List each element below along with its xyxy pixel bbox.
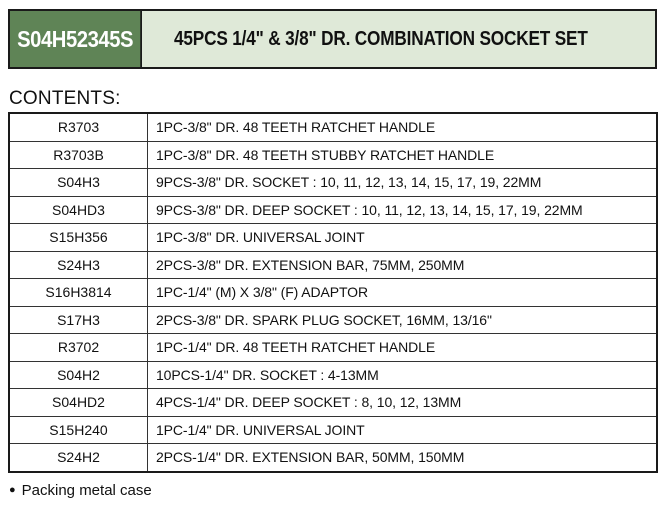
item-description: 2PCS-1/4" DR. EXTENSION BAR, 50MM, 150MM xyxy=(148,444,658,472)
item-code: R3703B xyxy=(9,141,148,169)
table-row xyxy=(9,224,657,252)
packing-note xyxy=(9,482,152,499)
item-code: S15H240 xyxy=(9,416,148,444)
header-banner xyxy=(8,9,657,69)
product-title-text: 45PCS 1/4" & 3/8" DR. COMBINATION SOCKET SET xyxy=(174,27,588,50)
item-code: R3703 xyxy=(9,113,148,141)
table-row xyxy=(9,361,657,389)
bullet-icon: ● xyxy=(9,484,16,496)
item-code: S04H3 xyxy=(9,169,148,197)
item-code: S24H3 xyxy=(9,251,148,279)
item-code: S17H3 xyxy=(9,306,148,334)
item-description: 4PCS-1/4" DR. DEEP SOCKET : 8, 10, 12, 13MM xyxy=(148,389,658,417)
item-code: S04H2 xyxy=(9,361,148,389)
item-description: 2PCS-3/8" DR. EXTENSION BAR, 75MM, 250MM xyxy=(148,251,658,279)
table-row xyxy=(9,334,657,362)
contents-table xyxy=(8,112,658,473)
item-description: 1PC-1/4" DR. UNIVERSAL JOINT xyxy=(148,416,658,444)
item-description: 9PCS-3/8" DR. DEEP SOCKET : 10, 11, 12, 13, 14, 15, 17, 19, 22MM xyxy=(148,196,658,224)
table-row xyxy=(9,251,657,279)
table-row xyxy=(9,279,657,307)
contents-table-body xyxy=(9,113,657,472)
table-row xyxy=(9,196,657,224)
product-code-text: S04H52345S xyxy=(17,25,134,52)
item-description: 9PCS-3/8" DR. SOCKET : 10, 11, 12, 13, 14, 15, 17, 19, 22MM xyxy=(148,169,658,197)
item-code: S24H2 xyxy=(9,444,148,472)
table-row xyxy=(9,141,657,169)
item-description: 1PC-3/8" DR. 48 TEETH RATCHET HANDLE xyxy=(148,113,658,141)
item-code: S04HD2 xyxy=(9,389,148,417)
table-row xyxy=(9,169,657,197)
item-description: 1PC-3/8" DR. UNIVERSAL JOINT xyxy=(148,224,658,252)
table-row xyxy=(9,444,657,472)
item-description: 1PC-1/4" (M) X 3/8" (F) ADAPTOR xyxy=(148,279,658,307)
table-row xyxy=(9,416,657,444)
table-row xyxy=(9,113,657,141)
item-description: 1PC-3/8" DR. 48 TEETH STUBBY RATCHET HANDLE xyxy=(148,141,658,169)
item-code: S15H356 xyxy=(9,224,148,252)
item-code: R3702 xyxy=(9,334,148,362)
item-description: 1PC-1/4" DR. 48 TEETH RATCHET HANDLE xyxy=(148,334,658,362)
item-code: S04HD3 xyxy=(9,196,148,224)
item-code: S16H3814 xyxy=(9,279,148,307)
contents-label: CONTENTS: xyxy=(9,88,121,109)
product-title xyxy=(160,11,655,67)
product-code xyxy=(10,11,142,67)
table-row xyxy=(9,389,657,417)
item-description: 2PCS-3/8" DR. SPARK PLUG SOCKET, 16MM, 13/16" xyxy=(148,306,658,334)
item-description: 10PCS-1/4" DR. SOCKET : 4-13MM xyxy=(148,361,658,389)
table-row xyxy=(9,306,657,334)
packing-note-text: Packing metal case xyxy=(21,482,152,499)
